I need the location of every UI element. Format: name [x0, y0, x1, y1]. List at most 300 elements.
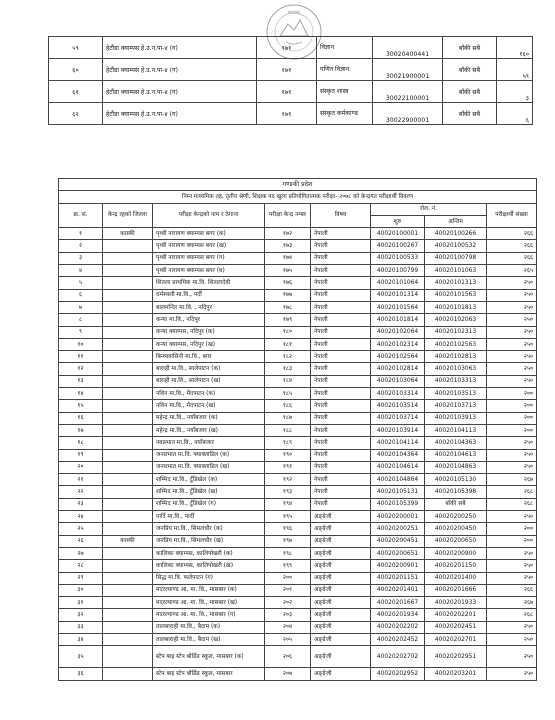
subject-cell: नेपाली — [311, 486, 371, 498]
candidate-count-cell: २६६ — [487, 240, 537, 252]
gandaki-center-table — [58, 178, 537, 681]
roll-end-cell: 40020104613 — [425, 449, 487, 461]
roll-number-cell: 30020400441 — [373, 37, 443, 59]
center-code-cell: २०० — [265, 572, 311, 584]
subject-cell: नेपाली — [311, 277, 371, 289]
roll-end-cell: 40020103063 — [425, 363, 487, 375]
candidate-count-cell: २५० — [487, 277, 537, 289]
district-cell — [103, 252, 153, 264]
candidate-count-cell: २५० — [487, 363, 537, 375]
exam-center-cell: मदरल्याण्ड आ. मा. वि., मासबार (ग) — [153, 609, 265, 621]
exam-center-cell: नविन मा.वि., मैदपाटन (ख) — [153, 400, 265, 412]
roll-end-cell: 40020201400 — [425, 572, 487, 584]
serial-number-cell: ६० — [49, 59, 103, 81]
roll-number-cell: 30022900001 — [373, 103, 443, 125]
center-code-cell: १७८ — [265, 301, 311, 313]
table-row — [59, 461, 537, 473]
subject-cell: अङ्ग्रेजी — [311, 609, 371, 621]
exam-center-cell: बाराही मा.वि., सालेपाटन (ख) — [153, 375, 265, 387]
candidate-count-cell: २०० — [487, 523, 537, 535]
serial-number-cell: २८ — [59, 560, 103, 572]
center-code-cell: १९४ — [265, 498, 311, 510]
serial-number-cell: २७ — [59, 547, 103, 559]
table-row — [59, 449, 537, 461]
center-code-cell: १७६ — [265, 277, 311, 289]
exam-center-cell: स्टेप बाइ स्टेप बोर्डिङ स्कूल, मासबार — [153, 668, 265, 680]
serial-number-cell: २ — [59, 240, 103, 252]
exam-center-cell: हेटौंडा क्याम्पस हे.उ.न.पा-४ (ग) — [103, 81, 257, 103]
exam-center-cell: नवप्रभात मा.वि., नयाँबजार — [153, 437, 265, 449]
district-cell — [103, 609, 153, 621]
table-row — [59, 547, 537, 559]
candidate-count-cell: २०० — [487, 535, 537, 547]
roll-start-cell: 40020202452 — [371, 633, 425, 645]
subject-cell: नेपाली — [311, 449, 371, 461]
center-code-cell: २०४ — [265, 621, 311, 633]
roll-start-cell: 40020100001 — [371, 228, 425, 240]
serial-number-cell: ७ — [59, 301, 103, 313]
header-sn: क्र. सं. — [59, 203, 103, 228]
table-row — [59, 301, 537, 313]
exam-center-cell: महेन्द्र मा.वि., नयाँबजार (क) — [153, 412, 265, 424]
center-code-cell: १८५ — [265, 388, 311, 400]
roll-start-cell: 40020100799 — [371, 265, 425, 277]
center-code-cell: १९९ — [265, 560, 311, 572]
serial-number-cell: २५ — [59, 523, 103, 535]
subject-cell: अङ्ग्रेजी — [311, 621, 371, 633]
candidate-count-cell: २५० — [487, 351, 537, 363]
candidate-count-cell: २५० — [487, 547, 537, 559]
roll-end-cell: 40020202201 — [425, 609, 487, 621]
table-row — [59, 252, 537, 264]
serial-number-cell: २१ — [59, 474, 103, 486]
center-code-cell: २०३ — [265, 609, 311, 621]
table-row — [59, 560, 537, 572]
roll-start-cell: 40020200251 — [371, 523, 425, 535]
roll-end-cell: 40020201150 — [425, 560, 487, 572]
candidate-count-cell: ३ — [497, 81, 533, 103]
serial-number-cell: १७ — [59, 424, 103, 436]
roll-end-cell: 40020100798 — [425, 252, 487, 264]
roll-start-cell: 40020105399 — [371, 498, 425, 510]
roll-start-cell: 40020200651 — [371, 547, 425, 559]
exam-center-cell: मदरल्याण्ड आ. मा. वि., मासबार (क) — [153, 584, 265, 596]
roll-start-cell: 40020103914 — [371, 424, 425, 436]
serial-number-cell: २० — [59, 461, 103, 473]
table-row — [49, 59, 533, 81]
roll-end-cell: 40020100266 — [425, 228, 487, 240]
center-code-cell: १७१ — [257, 81, 317, 103]
district-cell — [103, 560, 153, 572]
top-candidate-table — [48, 36, 533, 125]
exam-center-cell: जनप्रिय मा.वि., सिमलचौर (ख) — [153, 535, 265, 547]
roll-start-cell: 40020104364 — [371, 449, 425, 461]
exam-center-cell: शितला प्राथमिक मा.वि. शितलादेवी — [153, 277, 265, 289]
candidate-count-cell: २५० — [487, 301, 537, 313]
table-row — [59, 668, 537, 680]
subject-cell: नेपाली — [311, 400, 371, 412]
table-row — [59, 338, 537, 350]
exam-center-cell: जनप्रभात मा.वि. फ्याक्ताडिल (ख) — [153, 461, 265, 473]
roll-start-cell: 40020103064 — [371, 375, 425, 387]
center-code-cell: १८३ — [265, 363, 311, 375]
exam-center-cell: नविन मा.वि., मैदपाटन (क) — [153, 388, 265, 400]
roll-start-cell: 40020201667 — [371, 597, 425, 609]
serial-number-cell: १९ — [59, 449, 103, 461]
candidate-count-cell: ५९ — [497, 59, 533, 81]
candidate-count-cell: २५० — [487, 461, 537, 473]
subject-cell: विज्ञान — [317, 37, 373, 59]
roll-start-cell: 40020200001 — [371, 511, 425, 523]
serial-number-cell: १५ — [59, 400, 103, 412]
serial-number-cell: ३२ — [59, 609, 103, 621]
roll-end-cell: 40020100532 — [425, 240, 487, 252]
district-cell — [103, 388, 153, 400]
center-code-cell: १७१ — [257, 37, 317, 59]
roll-start-cell: 40020101814 — [371, 314, 425, 326]
table-row — [49, 103, 533, 125]
serial-number-cell: ४ — [59, 265, 103, 277]
table-row — [59, 314, 537, 326]
serial-number-cell: ३६ — [59, 668, 103, 680]
candidate-count-cell: १६० — [497, 37, 533, 59]
serial-number-cell: ६१ — [49, 81, 103, 103]
roll-end-cell: 40020202701 — [425, 633, 487, 645]
roll-end-cell: 40020202951 — [425, 646, 487, 668]
candidate-count-cell: २५० — [487, 338, 537, 350]
table-row — [59, 486, 537, 498]
roll-end-cell: 40020101813 — [425, 301, 487, 313]
table-row — [59, 498, 537, 510]
candidate-count-cell: २५० — [487, 621, 537, 633]
table-row — [59, 277, 537, 289]
candidate-count-cell: २०० — [487, 412, 537, 424]
district-cell — [103, 572, 153, 584]
table-title: निम्न माध्यमिक तह, तृतीय श्रेणी, शिक्षक पद खुला प्रतियोगितात्मक परीक्षा- २०७८ को केन्द्रगत परीक्षार्थी विवरण — [59, 191, 537, 203]
subject-cell: नेपाली — [311, 228, 371, 240]
roll-start-cell: 40020103714 — [371, 412, 425, 424]
center-code-cell: १८९ — [265, 437, 311, 449]
roll-start-cell: 40020105131 — [371, 486, 425, 498]
serial-number-cell: १० — [59, 338, 103, 350]
exam-center-cell: शम्भिद मा.वि., टुँडिखेल (ग) — [153, 498, 265, 510]
candidate-count-cell: २६७ — [487, 474, 537, 486]
province-title: गण्डकी प्रदेश — [59, 179, 537, 191]
roll-end-cell: 40020200250 — [425, 511, 487, 523]
subject-cell: अङ्ग्रेजी — [311, 633, 371, 645]
district-cell — [103, 338, 153, 350]
roll-end-cell: 40020101063 — [425, 265, 487, 277]
roll-start-cell: 40020202202 — [371, 621, 425, 633]
subject-cell: अङ्ग्रेजी — [311, 523, 371, 535]
table-row — [59, 388, 537, 400]
district-cell — [103, 597, 153, 609]
subject-cell: अङ्ग्रेजी — [311, 646, 371, 668]
roll-end-cell: 40020102313 — [425, 326, 487, 338]
exam-center-cell: पार्दि मा.वि., पार्दी — [153, 511, 265, 523]
roll-end-cell: 40020200650 — [425, 535, 487, 547]
serial-number-cell: ९ — [59, 326, 103, 338]
center-code-cell: १९० — [265, 449, 311, 461]
subject-cell: अङ्ग्रेजी — [311, 597, 371, 609]
table-row — [59, 326, 537, 338]
candidate-count-cell: २५० — [487, 572, 537, 584]
serial-number-cell: १६ — [59, 412, 103, 424]
district-cell — [103, 400, 153, 412]
district-cell — [103, 547, 153, 559]
exam-center-cell: धर्मस्थली मा.वि., पर्दी — [153, 289, 265, 301]
district-cell — [103, 461, 153, 473]
subject-cell: नेपाली — [311, 375, 371, 387]
subject-cell: अङ्ग्रेजी — [311, 560, 371, 572]
subject-cell: नेपाली — [311, 265, 371, 277]
exam-center-cell: बालमन्दिर मा.वि. , नदिपुर — [153, 301, 265, 313]
serial-number-cell: ६२ — [49, 103, 103, 125]
table-row — [59, 511, 537, 523]
center-code-cell: २०१ — [265, 584, 311, 596]
candidate-count-cell: २६६ — [487, 584, 537, 596]
roll-end-cell: 40020201666 — [425, 584, 487, 596]
district-cell — [103, 523, 153, 535]
roll-end-cell: 40020101313 — [425, 277, 487, 289]
exam-center-cell: शम्भिद मा.वि., टुँडिखेल (क) — [153, 474, 265, 486]
district-cell — [103, 474, 153, 486]
district-cell — [103, 277, 153, 289]
serial-number-cell: ३४ — [59, 633, 103, 645]
exam-center-cell: पृथ्वी नारायण क्याम्पस बगर (ग) — [153, 252, 265, 264]
roll-start-cell: 40020102064 — [371, 326, 425, 338]
center-code-cell: १७५ — [265, 265, 311, 277]
table-row — [59, 609, 537, 621]
center-code-cell: १८८ — [265, 424, 311, 436]
roll-end-cell: 40020103713 — [425, 400, 487, 412]
roll-end-cell: बाँकी सबै — [425, 498, 487, 510]
roll-start-cell: 40020201934 — [371, 609, 425, 621]
serial-number-cell: १८ — [59, 437, 103, 449]
center-code-cell: १९६ — [265, 523, 311, 535]
subject-cell: संस्कृत शास्त्र — [317, 81, 373, 103]
district-cell — [103, 240, 153, 252]
candidate-count-cell: २५० — [487, 633, 537, 645]
district-cell — [103, 289, 153, 301]
candidate-count-cell: २०० — [487, 400, 537, 412]
serial-number-cell: २३ — [59, 498, 103, 510]
table-row — [59, 240, 537, 252]
candidate-count-cell: २०० — [487, 388, 537, 400]
subject-cell: नेपाली — [311, 289, 371, 301]
table-row — [59, 351, 537, 363]
roll-start-cell: 40020200451 — [371, 535, 425, 547]
roll-start-cell: 40020202952 — [371, 668, 425, 680]
candidate-count-cell: २५० — [487, 511, 537, 523]
district-cell — [103, 449, 153, 461]
exam-center-cell: बाराही मा.वि., सालेपाटन (क) — [153, 363, 265, 375]
exam-center-cell: तालबाराही मा.वि., बैदाम (ख) — [153, 633, 265, 645]
subject-cell: अङ्ग्रेजी — [311, 511, 371, 523]
center-code-cell: १७३ — [265, 240, 311, 252]
table-row — [59, 228, 537, 240]
subject-cell: अङ्ग्रेजी — [311, 535, 371, 547]
roll-start-cell: 40020104114 — [371, 437, 425, 449]
candidate-count-cell: २५० — [487, 437, 537, 449]
candidate-count-cell: २६८ — [487, 498, 537, 510]
district-cell — [103, 326, 153, 338]
exam-center-cell: शम्भिद मा.वि., टुँडिखेल (ख) — [153, 486, 265, 498]
exam-center-cell: जनप्रिय मा.वि., सिमलचौर (क) — [153, 523, 265, 535]
subject-cell: नेपाली — [311, 474, 371, 486]
center-code-cell: २०७ — [265, 668, 311, 680]
roll-start-cell: 40020102564 — [371, 351, 425, 363]
roll-end-cell: बाँकी सबै — [443, 37, 497, 59]
district-cell — [103, 375, 153, 387]
serial-number-cell: ५९ — [49, 37, 103, 59]
center-code-cell: १८० — [265, 326, 311, 338]
candidate-count-cell: २६५ — [487, 265, 537, 277]
district-cell — [103, 437, 153, 449]
roll-end-cell: 40020103313 — [425, 375, 487, 387]
candidate-count-cell: ६ — [497, 103, 533, 125]
roll-end-cell: 40020200450 — [425, 523, 487, 535]
serial-number-cell: ३० — [59, 584, 103, 596]
center-code-cell: १८१ — [265, 338, 311, 350]
district-cell — [103, 301, 153, 313]
subject-cell: अङ्ग्रेजी — [311, 547, 371, 559]
district-cell — [103, 486, 153, 498]
candidate-count-cell: २५० — [487, 314, 537, 326]
center-code-cell: २०६ — [265, 646, 311, 668]
exam-center-cell: पृथ्वी नारायण क्याम्पस बगर (ख) — [153, 240, 265, 252]
district-cell — [103, 668, 153, 680]
subject-cell: नेपाली — [311, 314, 371, 326]
center-code-cell: १९५ — [265, 511, 311, 523]
roll-number-cell: 30022100001 — [373, 81, 443, 103]
candidate-count-cell: २५० — [487, 560, 537, 572]
subject-cell: नेपाली — [311, 461, 371, 473]
roll-end-cell: 40020102813 — [425, 351, 487, 363]
roll-end-cell: 40020103913 — [425, 412, 487, 424]
subject-cell: नेपाली — [311, 498, 371, 510]
roll-start-cell: 40020103514 — [371, 400, 425, 412]
table-row — [59, 523, 537, 535]
serial-number-cell: ३ — [59, 252, 103, 264]
exam-center-cell: हेटौंडा क्याम्पस हे.उ.न.पा-४ (ग) — [103, 103, 257, 125]
table-row — [59, 424, 537, 436]
roll-start-cell: 40020103314 — [371, 388, 425, 400]
header-code: परीक्षा केन्द्र नम्बर — [265, 203, 311, 228]
district-cell — [103, 633, 153, 645]
roll-end-cell: 40020105398 — [425, 486, 487, 498]
candidate-count-cell: २५० — [487, 375, 537, 387]
table-row — [59, 633, 537, 645]
district-cell — [103, 424, 153, 436]
table-row — [49, 81, 533, 103]
subject-cell: नेपाली — [311, 437, 371, 449]
subject-cell: नेपाली — [311, 301, 371, 313]
center-code-cell: १९८ — [265, 547, 311, 559]
subject-cell: नेपाली — [311, 351, 371, 363]
table-row — [59, 412, 537, 424]
roll-start-cell: 40020201401 — [371, 584, 425, 596]
exam-center-cell: तालबाराही मा.वि., बैदाम (क) — [153, 621, 265, 633]
district-cell — [103, 511, 153, 523]
serial-number-cell: १२ — [59, 363, 103, 375]
subject-cell: अङ्ग्रेजी — [311, 668, 371, 680]
roll-start-cell: 40020104614 — [371, 461, 425, 473]
roll-start-cell: 40020202702 — [371, 646, 425, 668]
exam-center-cell: कालिका क्याम्पस, कालिपोखरी (ख) — [153, 560, 265, 572]
candidate-count-cell: २५० — [487, 326, 537, 338]
table-row — [59, 535, 537, 547]
exam-center-cell: कन्या क्याम्पस, नदिपुर (क) — [153, 326, 265, 338]
district-cell — [103, 363, 153, 375]
roll-start-cell: 40020102814 — [371, 363, 425, 375]
candidate-count-cell: २५० — [487, 646, 537, 668]
table-row — [59, 400, 537, 412]
center-code-cell: १८६ — [265, 400, 311, 412]
candidate-count-cell: २६८ — [487, 609, 537, 621]
exam-center-cell: बिन्ध्यवासिनी मा.वि., बगर — [153, 351, 265, 363]
center-code-cell: १८२ — [265, 351, 311, 363]
candidate-count-cell: २०० — [487, 424, 537, 436]
center-code-cell: २०२ — [265, 597, 311, 609]
roll-end-cell: 40020103513 — [425, 388, 487, 400]
exam-center-cell: हेटौंडा क्याम्पस हे.उ.न.पा-४ (ग) — [103, 59, 257, 81]
svg-text:मध्यमा: मध्यमा — [287, 10, 301, 16]
candidate-count-cell: २६८ — [487, 486, 537, 498]
candidate-count-cell: २५० — [487, 668, 537, 680]
center-code-cell: १९३ — [265, 486, 311, 498]
roll-number-cell: 30021900001 — [373, 59, 443, 81]
serial-number-cell: १४ — [59, 388, 103, 400]
table-row — [59, 646, 537, 668]
serial-number-cell: २२ — [59, 486, 103, 498]
district-cell — [103, 351, 153, 363]
center-code-cell: १७७ — [265, 289, 311, 301]
roll-end-cell: 40020104863 — [425, 461, 487, 473]
exam-center-cell: कन्या मा.वि., नदिपुर — [153, 314, 265, 326]
table-row — [49, 37, 533, 59]
exam-center-cell: महेन्द्र मा.वि., नयाँबजार (ख) — [153, 424, 265, 436]
subject-cell: नेपाली — [311, 424, 371, 436]
subject-cell: नेपाली — [311, 252, 371, 264]
center-code-cell: १७४ — [265, 252, 311, 264]
serial-number-cell: २४ — [59, 511, 103, 523]
roll-end-cell: 40020102563 — [425, 338, 487, 350]
district-cell — [103, 314, 153, 326]
roll-start-cell: 40020100267 — [371, 240, 425, 252]
candidate-count-cell: २६६ — [487, 228, 537, 240]
center-code-cell: १९१ — [265, 461, 311, 473]
header-count: परीक्षार्थी संख्या — [487, 203, 537, 228]
subject-cell: नेपाली — [311, 388, 371, 400]
serial-number-cell: ६ — [59, 289, 103, 301]
district-cell — [103, 265, 153, 277]
center-code-cell: १७१ — [257, 59, 317, 81]
serial-number-cell: ३१ — [59, 597, 103, 609]
exam-center-cell: कन्या क्याम्पस, नदिपुर (ख) — [153, 338, 265, 350]
district-cell — [103, 412, 153, 424]
serial-number-cell: ३३ — [59, 621, 103, 633]
table-row — [59, 363, 537, 375]
subject-cell: नेपाली — [311, 326, 371, 338]
center-code-cell: १७९ — [265, 314, 311, 326]
serial-number-cell: ३५ — [59, 646, 103, 668]
table-row — [59, 621, 537, 633]
exam-center-cell: जनप्रभात मा.वि. फ्याक्ताडिल (क) — [153, 449, 265, 461]
subject-cell: नेपाली — [311, 338, 371, 350]
table-row — [59, 474, 537, 486]
serial-number-cell: २९ — [59, 572, 103, 584]
